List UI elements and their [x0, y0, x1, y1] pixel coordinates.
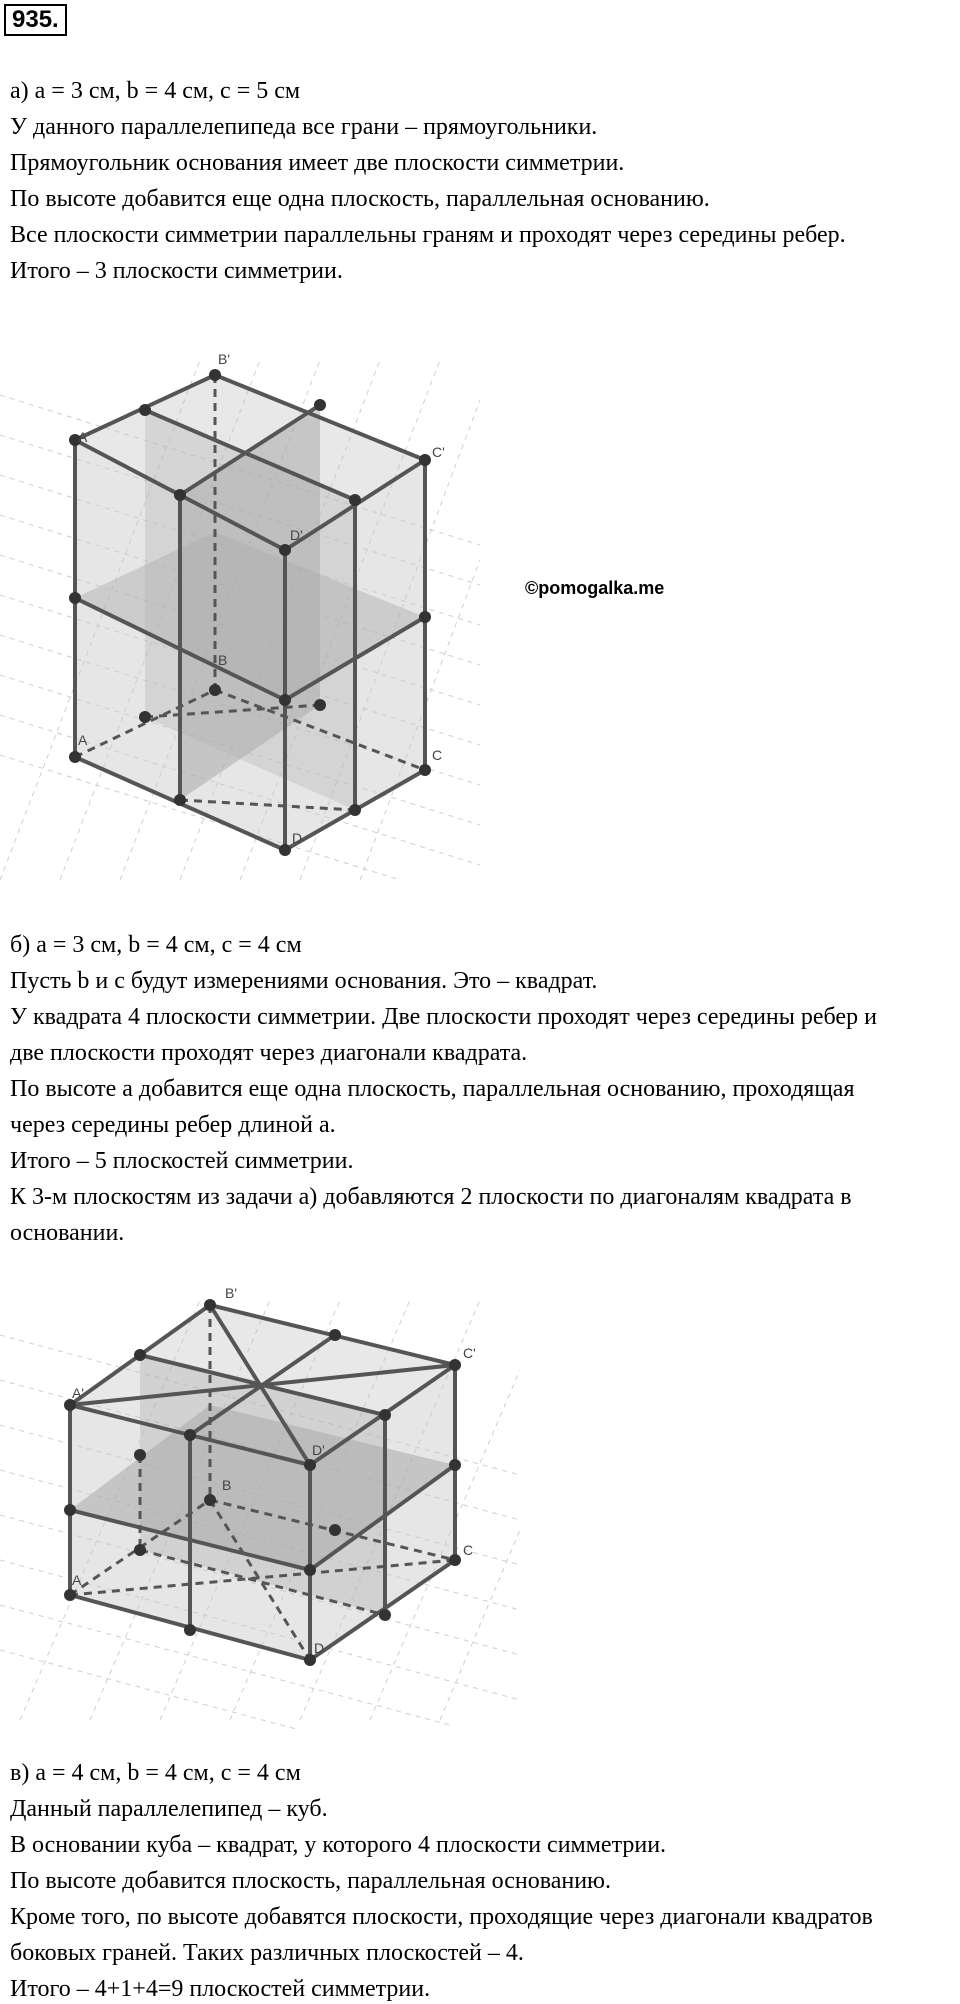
label-a-prime: A'	[78, 429, 91, 445]
label-c-prime: C'	[432, 444, 445, 460]
section-c-line-7: Итого – 4+1+4=9 плоскостей симметрии.	[10, 1976, 431, 2002]
section-c-line-2: Данный параллелепипед – куб.	[10, 1796, 328, 1822]
label-b-2: B	[222, 1477, 232, 1493]
section-b-line-4: две плоскости проходят через диагонали квадрата.	[10, 1040, 528, 1066]
label-a-2: A	[72, 1572, 82, 1588]
section-b-line-1: б) a = 3 см, b = 4 см, c = 4 см	[10, 932, 302, 958]
section-b-line-9: основании.	[10, 1220, 125, 1246]
label-c: C	[432, 747, 443, 763]
section-c-line-4: По высоте добавится плоскость, параллельная основанию.	[10, 1868, 611, 1894]
label-b: B	[218, 652, 228, 668]
problem-number: 935.	[4, 4, 67, 36]
label-d-prime: D'	[290, 527, 303, 543]
section-b-line-8: К 3-м плоскостям из задачи а) добавляются 2 плоскости по диагоналям квадрата в	[10, 1184, 852, 1210]
label-b-prime: B'	[218, 351, 231, 367]
label-c-2: C	[463, 1542, 474, 1558]
section-c-line-6: боковых граней. Таких различных плоскостей – 4.	[10, 1940, 524, 1966]
label-a-prime-2: A'	[72, 1385, 85, 1401]
section-b-line-2: Пусть b и c будут измерениями основания. Это – квадрат.	[10, 968, 598, 994]
label-d: D	[292, 830, 303, 846]
label-d-prime-2: D'	[312, 1442, 325, 1458]
section-c-line-1: в) a = 4 см, b = 4 см, c = 4 см	[10, 1760, 301, 1786]
section-b-line-3: У квадрата 4 плоскости симметрии. Две плоскости проходят через середины ребер и	[10, 1004, 877, 1030]
section-b-line-6: через середины ребер длиной a.	[10, 1112, 336, 1138]
figure-parallelepiped-b	[0, 1270, 540, 1730]
section-b-line-7: Итого – 5 плоскостей симметрии.	[10, 1148, 354, 1174]
section-a-line-5: Все плоскости симметрии параллельны граням и проходят через середины ребер.	[10, 222, 846, 248]
section-c-line-3: В основании куба – квадрат, у которого 4 плоскости симметрии.	[10, 1832, 667, 1858]
label-c-prime-2: C'	[463, 1345, 476, 1361]
section-a-line-3: Прямоугольник основания имеет две плоскости симметрии.	[10, 150, 625, 176]
section-a-line-6: Итого – 3 плоскости симметрии.	[10, 258, 343, 284]
figure-parallelepiped-a	[0, 340, 500, 900]
label-a: A	[78, 732, 88, 748]
section-a-line-4: По высоте добавится еще одна плоскость, параллельная основанию.	[10, 186, 710, 212]
section-b-line-5: По высоте a добавится еще одна плоскость, параллельная основанию, проходящая	[10, 1076, 855, 1102]
watermark: ©pomogalka.me	[525, 578, 665, 598]
label-b-prime-2: B'	[225, 1285, 238, 1301]
label-d-2: D	[314, 1640, 325, 1656]
section-a-line-1: а) a = 3 см, b = 4 см, c = 5 см	[10, 78, 301, 104]
section-c-line-5: Кроме того, по высоте добавятся плоскости, проходящие через диагонали квадратов	[10, 1904, 873, 1930]
section-a-line-2: У данного параллелепипеда все грани – прямоугольники.	[10, 114, 598, 140]
